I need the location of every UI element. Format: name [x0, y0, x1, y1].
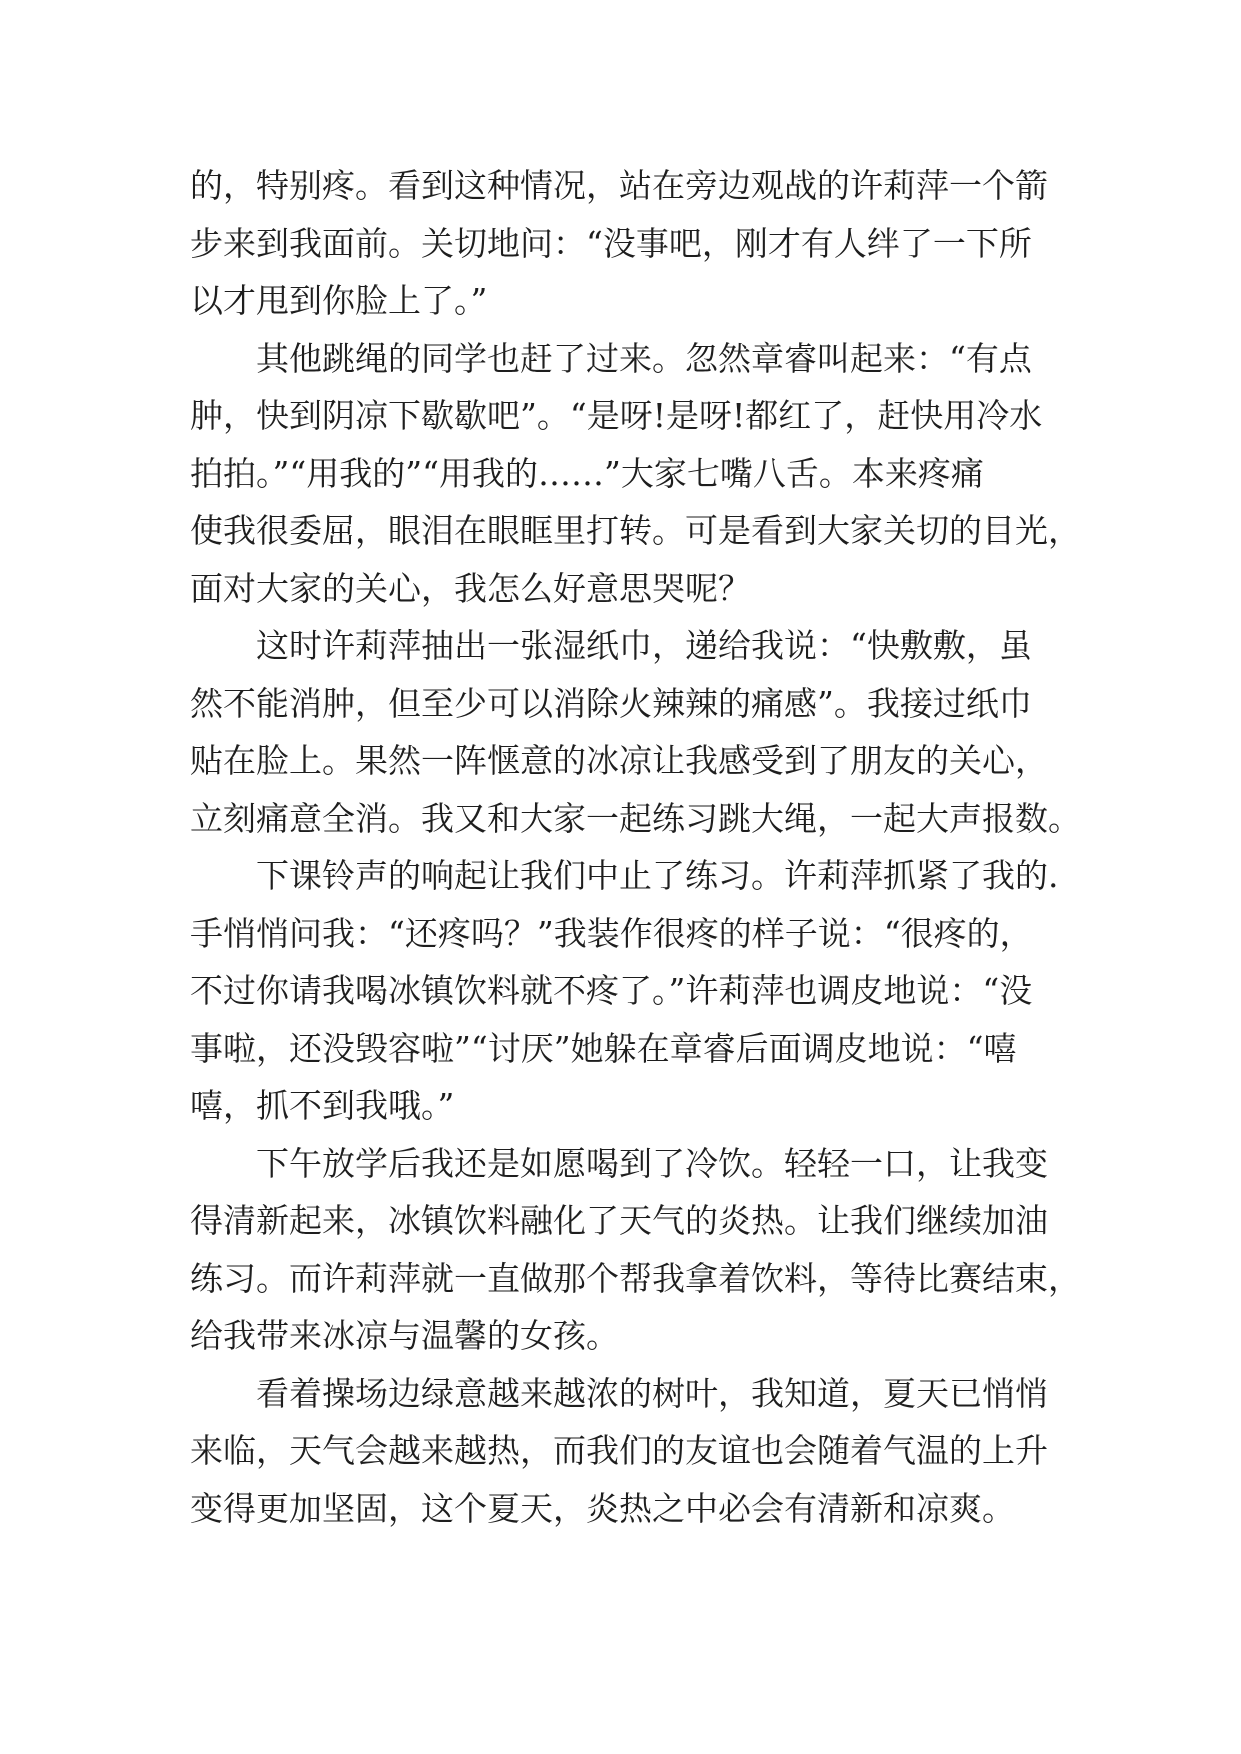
document-body-text [190, 157, 1081, 1537]
text-line: 练习。而许莉萍就一直做那个帮我拿着饮料，等待比赛结束， [190, 1258, 1081, 1298]
text-line: 来临，天气会越来越热，而我们的友谊也会随着气温的上升 [190, 1431, 1048, 1470]
text-line: 事啦，还没毁容啦”“讨厌”她躲在章睿后面调皮地说：“嘻 [190, 1028, 1017, 1068]
text-line: 拍拍。”“用我的”“用我的……”大家七嘴八舌。本来疼痛 [190, 453, 984, 493]
paragraph [190, 1135, 1081, 1365]
text-line: 给我带来冰凉与温馨的女孩。 [190, 1316, 619, 1355]
text-line: 嘻，抓不到我哦。” [190, 1086, 455, 1125]
text-line: 其他跳绳的同学也赶了过来。忽然章睿叫起来：“有点 [190, 338, 1032, 378]
text-line: 下课铃声的响起让我们中止了练习。许莉萍抓紧了我的. [190, 856, 1059, 895]
text-line: 立刻痛意全消。我又和大家一起练习跳大绳，一起大声报数。 [190, 798, 1081, 838]
paragraph [190, 1365, 1070, 1538]
text-line: 下午放学后我还是如愿喝到了冷饮。轻轻一口，让我变 [190, 1143, 1048, 1183]
paragraph [190, 617, 1081, 847]
text-line: 变得更加坚固，这个夏天，炎热之中必会有清新和凉爽。 [190, 1488, 1015, 1528]
text-line: 使我很委屈，眼泪在眼眶里打转。可是看到大家关切的目光， [190, 511, 1081, 550]
paragraph [190, 157, 1070, 330]
paragraph [190, 847, 1070, 1135]
text-line: 以才甩到你脸上了。” [190, 281, 488, 320]
text-line: 不过你请我喝冰镇饮料就不疼了。”许莉萍也调皮地说：“没 [190, 971, 1033, 1010]
text-line: 看着操场边绿意越来越浓的树叶，我知道，夏天已悄悄 [190, 1373, 1048, 1413]
text-line: 贴在脸上。果然一阵惬意的冰凉让我感受到了朋友的关心， [190, 741, 1048, 780]
text-line: 的，特别疼。看到这种情况，站在旁边观战的许莉萍一个箭 [190, 166, 1048, 205]
text-line: 这时许莉萍抽出一张湿纸巾，递给我说：“快敷敷，虽 [190, 626, 1032, 665]
text-line: 手悄悄问我：“还疼吗？”我装作很疼的样子说：“很疼的， [190, 913, 1033, 953]
paragraph [190, 330, 1081, 618]
text-line: 面对大家的关心，我怎么好意思哭呢？ [190, 568, 751, 608]
text-line: 步来到我面前。关切地问：“没事吧，刚才有人绊了一下所 [190, 223, 1032, 263]
text-line: 然不能消肿，但至少可以消除火辣辣的痛感”。我接过纸巾 [190, 683, 1032, 723]
text-line: 得清新起来，冰镇饮料融化了天气的炎热。让我们继续加油 [190, 1201, 1048, 1240]
text-line: 肿，快到阴凉下歇歇吧”。“是呀!是呀!都红了，赶快用冷水 [190, 396, 1043, 435]
